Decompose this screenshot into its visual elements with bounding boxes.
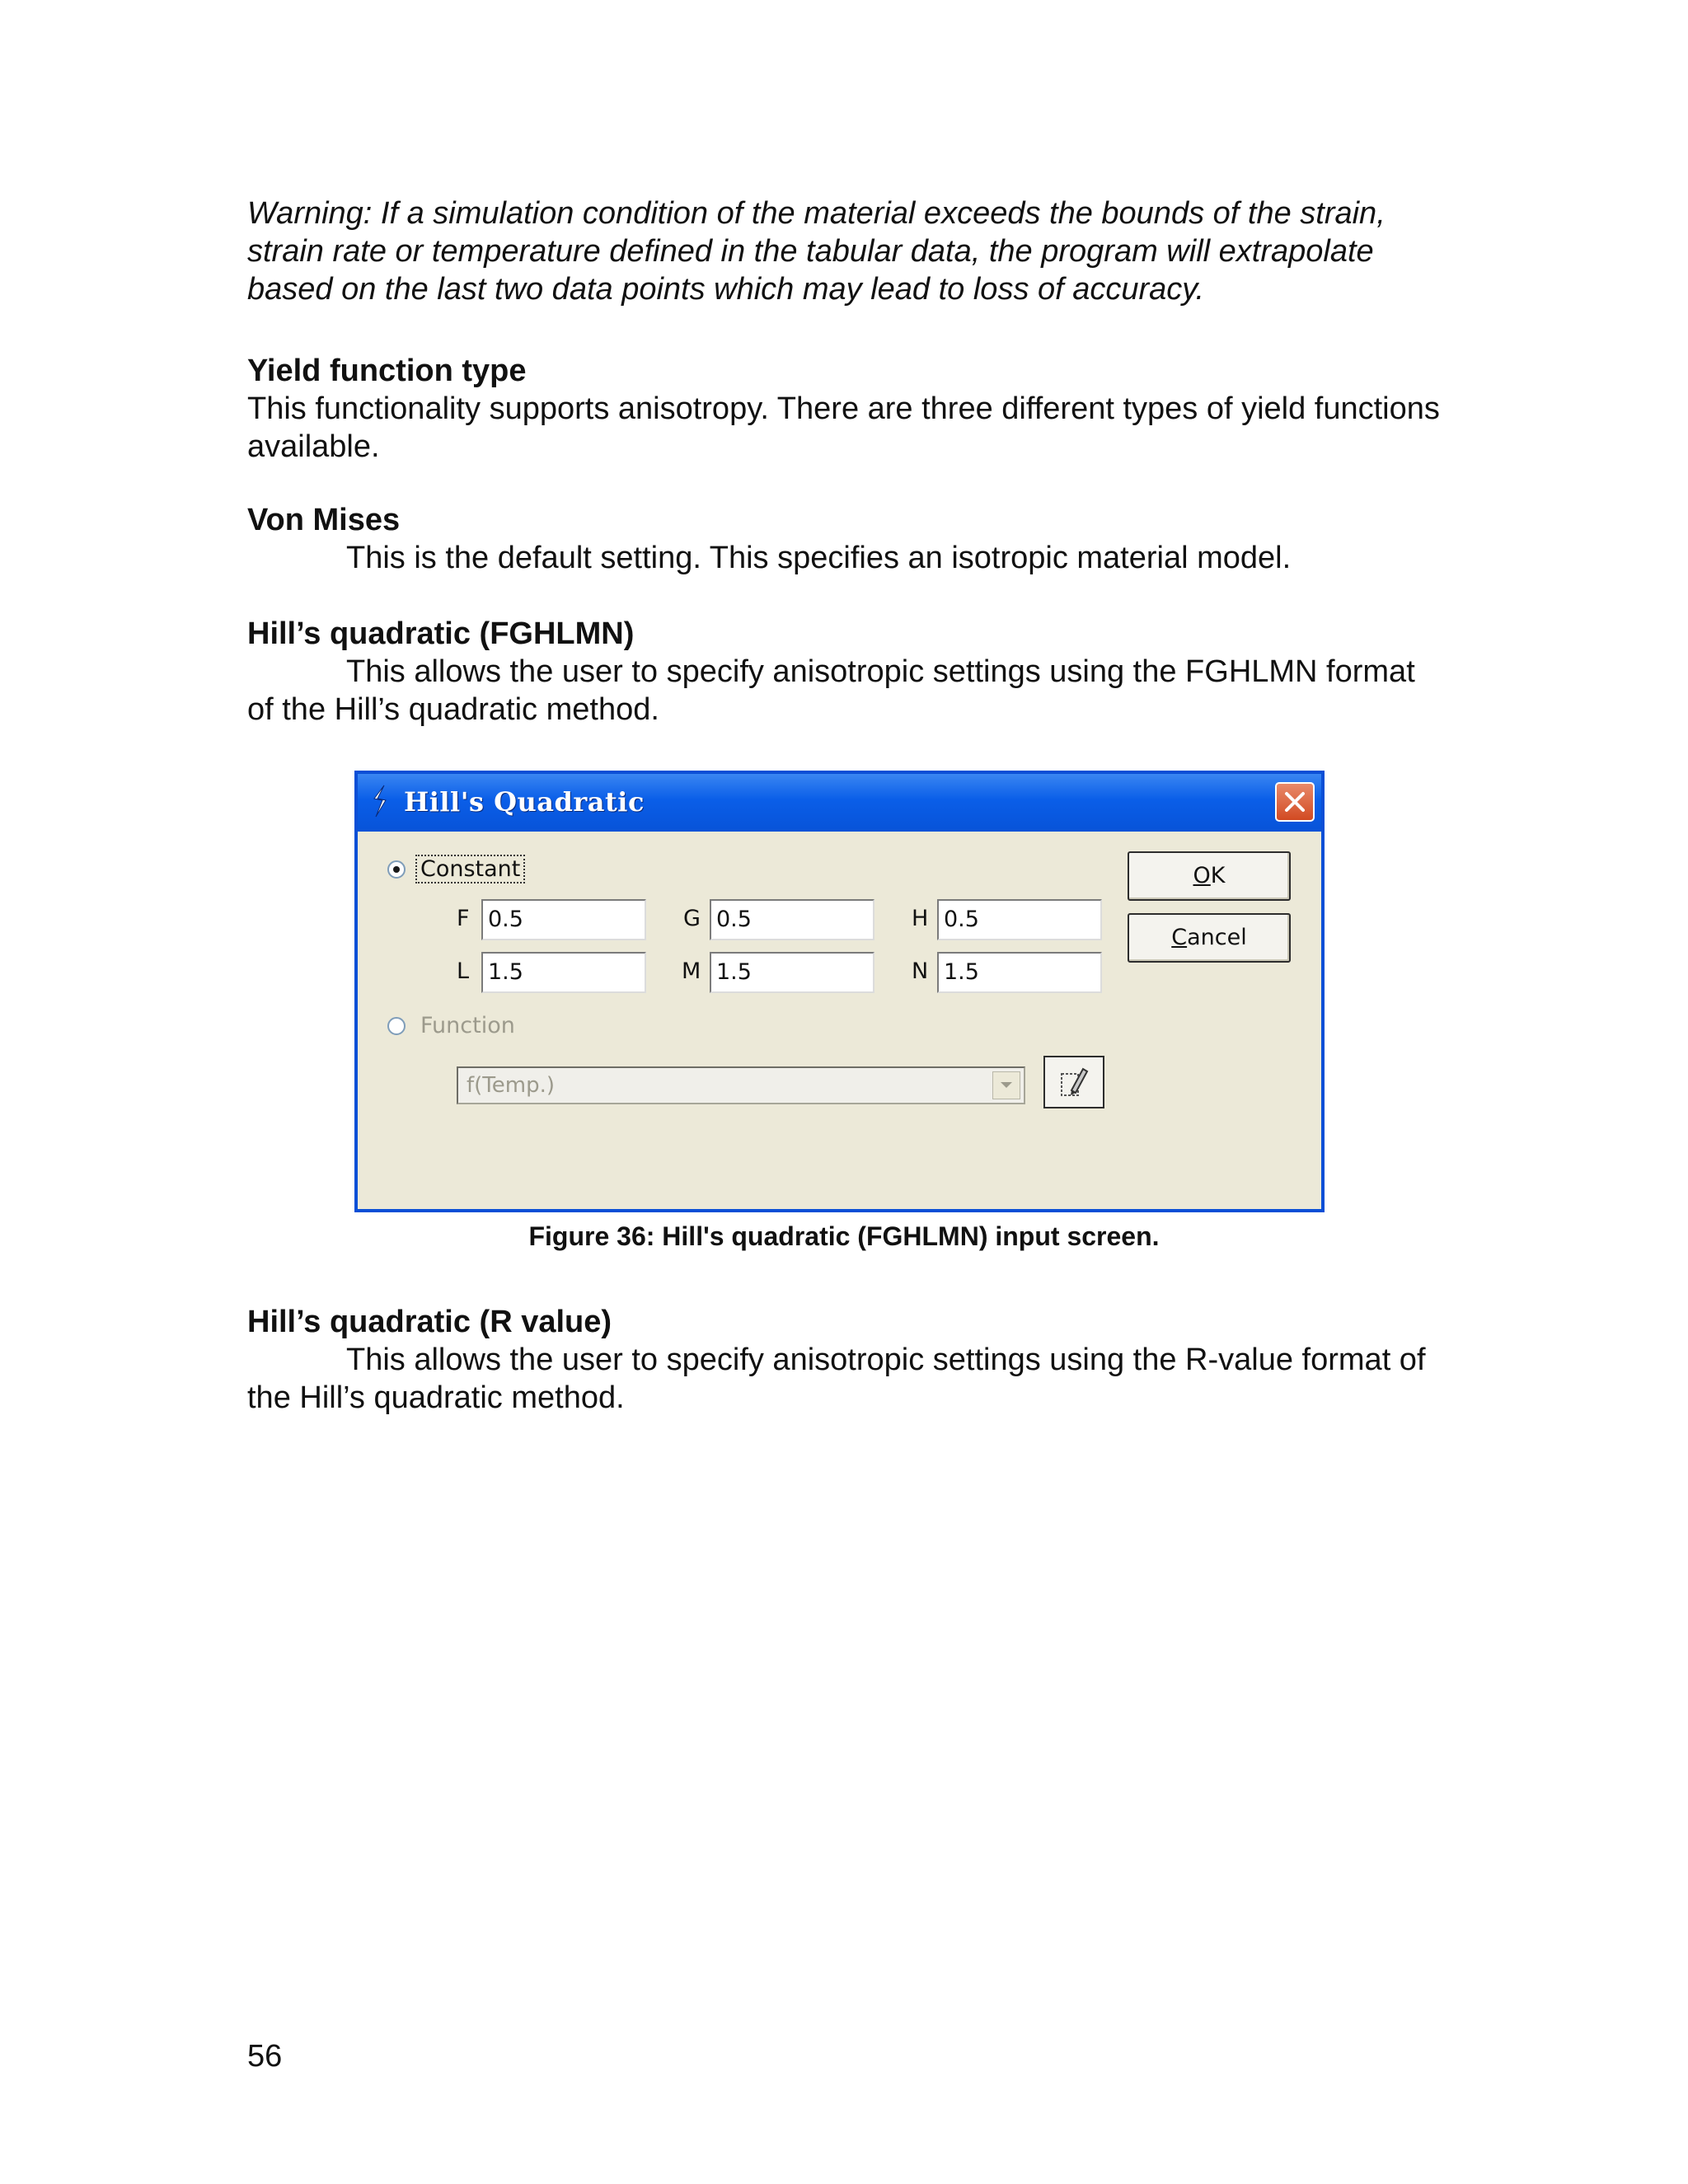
hill-fghlmn-heading: Hill’s quadratic (FGHLMN) [247,616,635,651]
ok-mnemonic: O [1193,863,1211,888]
cancel-button[interactable] [1128,913,1291,963]
edit-function-button[interactable] [1043,1056,1104,1108]
g-label: G [683,906,701,931]
dropdown-arrow-icon[interactable] [992,1071,1020,1099]
h-label: H [912,906,929,931]
m-input[interactable]: 1.5 [710,952,874,993]
von-mises-body: This is the default setting. This specifies an isotropic material model. [346,541,1292,575]
hill-rvalue-body: This allows the user to specify anisotropic settings using the R-value format of the Hill’s quadratic method. [247,1343,1426,1415]
cancel-mnemonic: C [1171,925,1188,950]
app-logo-icon [371,784,389,818]
g-input[interactable]: 0.5 [710,899,874,940]
function-select-value: f(Temp.) [467,1073,555,1098]
ok-button[interactable] [1128,851,1291,901]
close-icon [1284,791,1306,813]
h-input[interactable]: 0.5 [937,899,1102,940]
edit-pencil-icon [1058,1066,1091,1099]
cancel-label: ancel [1187,925,1247,950]
ok-label: K [1210,863,1226,888]
hill-rvalue-heading: Hill’s quadratic (R value) [247,1305,612,1339]
function-label[interactable]: Function [420,1013,515,1038]
l-label: L [457,958,470,984]
yield-heading: Yield function type [247,354,527,388]
close-button[interactable] [1275,782,1315,822]
yield-body: This functionality supports anisotropy. There are three different types of yield functions available. [247,391,1440,464]
hill-fghlmn-body: This allows the user to specify anisotropic settings using the FGHLMN format of the Hill’s quadratic method. [247,654,1415,727]
f-label: F [457,906,470,931]
m-label: M [682,958,701,984]
f-input[interactable]: 0.5 [481,899,646,940]
constant-radio[interactable] [387,860,406,879]
figure-caption: Figure 36: Hill's quadratic (FGHLMN) input screen. [528,1221,1160,1251]
l-input[interactable]: 1.5 [481,952,646,993]
n-label: N [912,958,929,984]
dialog-title: Hill's Quadratic [404,786,645,818]
dialog-titlebar[interactable] [358,774,1321,832]
constant-label[interactable]: Constant [415,855,525,883]
hills-quadratic-dialog [354,771,1325,1212]
function-select[interactable] [457,1066,1025,1104]
page-number: 56 [247,2039,283,2074]
von-mises-heading: Von Mises [247,503,401,537]
warning-paragraph: Warning: If a simulation condition of the material exceeds the bounds of the strain, strain rate or temperature defined in the tabular data, the program will extrapolate based on the last two data points which may lead to loss of accuracy. [247,196,1386,307]
n-input[interactable]: 1.5 [937,952,1102,993]
function-radio[interactable] [387,1017,406,1035]
